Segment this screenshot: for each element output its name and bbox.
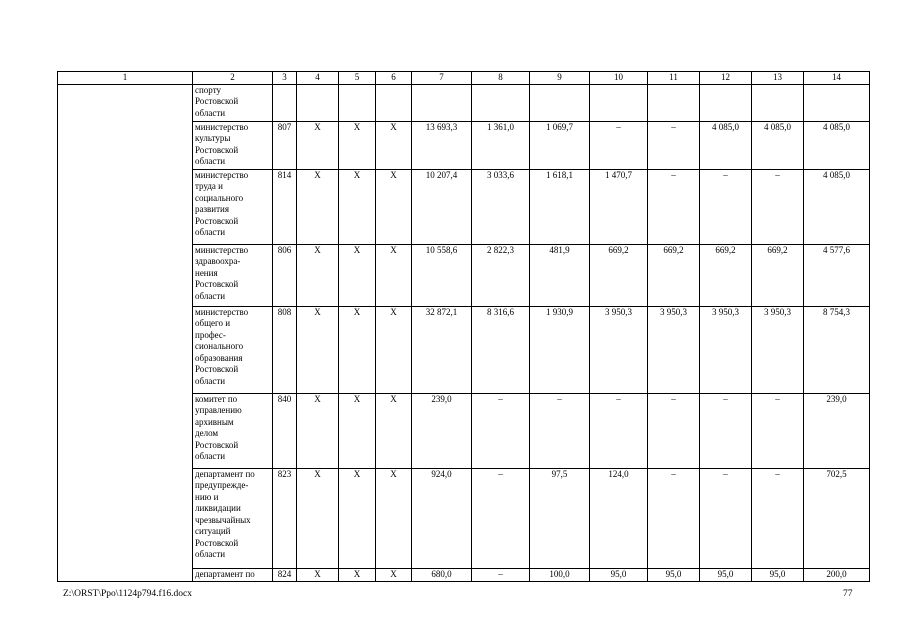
table-cell: X — [376, 121, 412, 169]
header-row — [58, 72, 870, 85]
table-cell: – — [648, 468, 700, 568]
col-header: 11 — [648, 72, 700, 85]
table-row — [58, 84, 870, 121]
table-cell: X — [339, 121, 376, 169]
table-cell — [752, 84, 804, 121]
table-cell: X — [297, 244, 339, 306]
table-cell: – — [700, 393, 752, 468]
table-cell: – — [648, 393, 700, 468]
row-name: министерство общего и профес- сионального образования Ростовской области — [193, 306, 273, 393]
table-cell: 10 207,4 — [412, 169, 472, 244]
row-name: министерство здравоохра- нения Ростовской области — [193, 244, 273, 306]
col-header: 5 — [339, 72, 376, 85]
table-cell: 1 361,0 — [472, 121, 530, 169]
table-cell: 840 — [273, 393, 297, 468]
table-cell: 8 316,6 — [472, 306, 530, 393]
table-cell: 1 069,7 — [530, 121, 590, 169]
table-cell: 95,0 — [752, 568, 804, 581]
table-cell: X — [376, 244, 412, 306]
table-cell: X — [376, 306, 412, 393]
table-cell: 680,0 — [412, 568, 472, 581]
table-cell: 924,0 — [412, 468, 472, 568]
table-cell: 702,5 — [804, 468, 870, 568]
table-cell: – — [530, 393, 590, 468]
table-cell: 95,0 — [700, 568, 752, 581]
table-cell: 3 950,3 — [648, 306, 700, 393]
table-cell: 806 — [273, 244, 297, 306]
table-cell: X — [297, 121, 339, 169]
col-header: 8 — [472, 72, 530, 85]
table-cell: 32 872,1 — [412, 306, 472, 393]
row-name: министерство культуры Ростовской области — [193, 121, 273, 169]
table-cell: 13 693,3 — [412, 121, 472, 169]
row-name: департамент по предупрежде- нию и ликвидации чрезвычайных ситуаций Ростовской области — [193, 468, 273, 568]
table-cell: 200,0 — [804, 568, 870, 581]
table-cell: X — [339, 306, 376, 393]
table-cell: 1 930,9 — [530, 306, 590, 393]
table-cell: X — [339, 244, 376, 306]
table-cell: 669,2 — [590, 244, 648, 306]
table-cell — [297, 84, 339, 121]
table-cell: 1 618,1 — [530, 169, 590, 244]
footer-file-path: Z:\ORST\Ppo\1124p794.f16.docx — [63, 589, 192, 599]
col-header: 14 — [804, 72, 870, 85]
table-cell — [472, 84, 530, 121]
table-cell — [339, 84, 376, 121]
table-cell: – — [472, 568, 530, 581]
table-cell: – — [472, 468, 530, 568]
table-cell: 95,0 — [590, 568, 648, 581]
table-cell: 1 470,7 — [590, 169, 648, 244]
table-cell: 239,0 — [804, 393, 870, 468]
table-cell: X — [297, 568, 339, 581]
col-header: 7 — [412, 72, 472, 85]
table-cell: X — [376, 393, 412, 468]
row-name: спорту Ростовской области — [193, 84, 273, 121]
table-cell: X — [339, 169, 376, 244]
table-cell: 4 085,0 — [804, 169, 870, 244]
table-cell: 8 754,3 — [804, 306, 870, 393]
table-cell: – — [648, 121, 700, 169]
table-cell: 239,0 — [412, 393, 472, 468]
table-cell: – — [472, 393, 530, 468]
col-header: 3 — [273, 72, 297, 85]
table-cell: X — [297, 393, 339, 468]
col-header: 9 — [530, 72, 590, 85]
table-cell: 669,2 — [700, 244, 752, 306]
table-cell: – — [752, 393, 804, 468]
row-name: департамент по — [193, 568, 273, 581]
table-cell — [648, 84, 700, 121]
table-cell: X — [339, 393, 376, 468]
col-header: 6 — [376, 72, 412, 85]
table-cell: 814 — [273, 169, 297, 244]
page-number: 77 — [843, 589, 853, 599]
row-name: министерство труда и социального развития Ростовской области — [193, 169, 273, 244]
table-cell: – — [700, 468, 752, 568]
col-header: 10 — [590, 72, 648, 85]
col-header: 1 — [58, 72, 193, 85]
table-cell: 3 033,6 — [472, 169, 530, 244]
table-cell: X — [339, 468, 376, 568]
table-cell: 808 — [273, 306, 297, 393]
table-cell: 97,5 — [530, 468, 590, 568]
table-cell: 4 085,0 — [700, 121, 752, 169]
table-cell: X — [297, 169, 339, 244]
row-name: комитет по управлению архивным делом Ростовской области — [193, 393, 273, 468]
table-cell: – — [590, 121, 648, 169]
table-cell — [273, 84, 297, 121]
table-cell — [590, 84, 648, 121]
table-cell: X — [376, 169, 412, 244]
table-cell: 2 822,3 — [472, 244, 530, 306]
table-cell: 3 950,3 — [700, 306, 752, 393]
table-cell: 669,2 — [752, 244, 804, 306]
table-cell — [412, 84, 472, 121]
table-cell: 124,0 — [590, 468, 648, 568]
col-header: 2 — [193, 72, 273, 85]
table-cell: X — [297, 468, 339, 568]
table-cell — [376, 84, 412, 121]
table-cell: X — [297, 306, 339, 393]
table-cell: X — [376, 568, 412, 581]
table-cell — [804, 84, 870, 121]
table-cell: 3 950,3 — [752, 306, 804, 393]
table-cell: 10 558,6 — [412, 244, 472, 306]
table-cell: 824 — [273, 568, 297, 581]
merged-empty-cell — [58, 84, 193, 581]
table-cell: 807 — [273, 121, 297, 169]
table-cell: 4 085,0 — [804, 121, 870, 169]
table-cell: – — [648, 169, 700, 244]
table-cell: 3 950,3 — [590, 306, 648, 393]
table-cell: – — [590, 393, 648, 468]
col-header: 13 — [752, 72, 804, 85]
table-cell: – — [752, 468, 804, 568]
table-cell: X — [339, 568, 376, 581]
table-cell: 669,2 — [648, 244, 700, 306]
table-cell: 4 577,6 — [804, 244, 870, 306]
table-cell: – — [700, 169, 752, 244]
table-cell: 4 085,0 — [752, 121, 804, 169]
budget-table — [57, 71, 870, 582]
table-cell: 95,0 — [648, 568, 700, 581]
table-cell: – — [752, 169, 804, 244]
table-cell: X — [376, 468, 412, 568]
table-cell: 823 — [273, 468, 297, 568]
table-cell — [700, 84, 752, 121]
table-cell: 481,9 — [530, 244, 590, 306]
table-cell: 100,0 — [530, 568, 590, 581]
table-cell — [530, 84, 590, 121]
col-header: 4 — [297, 72, 339, 85]
col-header: 12 — [700, 72, 752, 85]
